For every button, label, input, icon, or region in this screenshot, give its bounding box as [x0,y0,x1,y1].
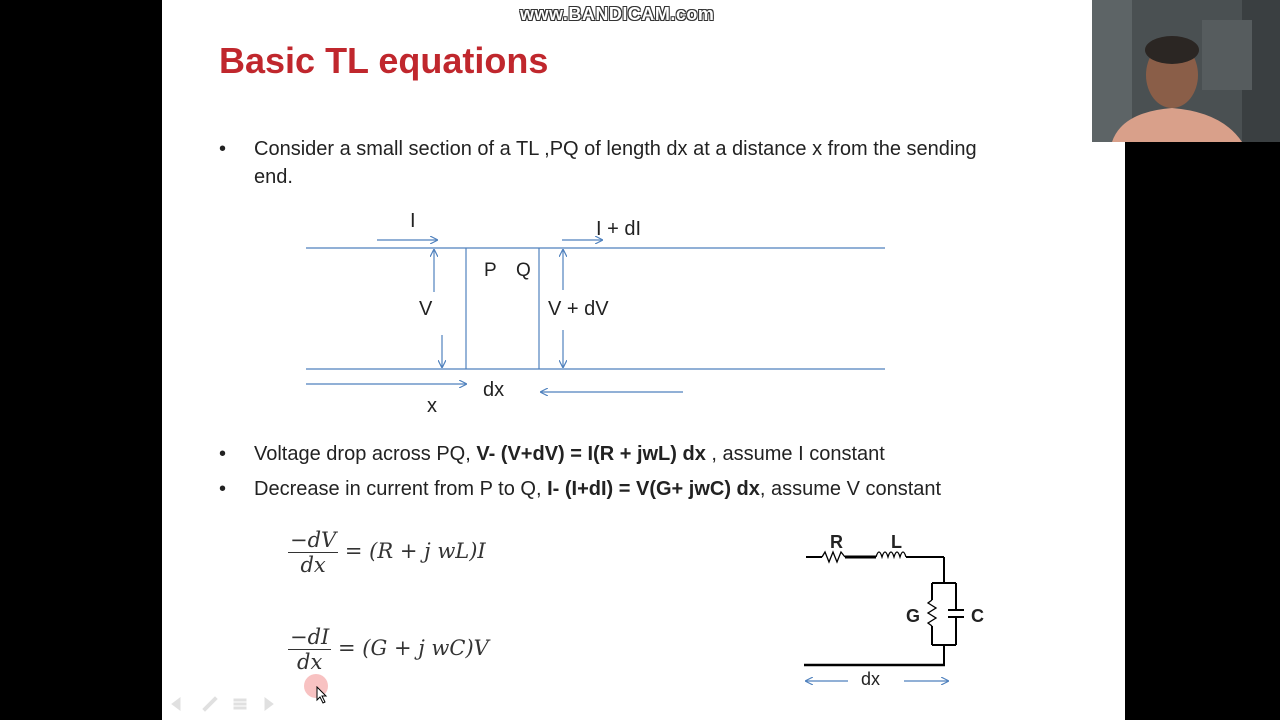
bullet-dot: • [219,478,227,500]
bullet-dot: • [219,443,227,465]
circuit-label-l: L [891,532,902,552]
label-i-plus-di: I + dI [596,218,642,240]
eq1-denominator: dx [300,553,326,577]
label-v-plus-dv: V + dV [548,298,609,320]
inductor-l-symbol [876,552,906,557]
slideshow-nav[interactable] [170,694,290,714]
mouse-pointer-icon [316,686,328,704]
circuit-label-g: G [906,606,921,626]
bullet-dot: • [219,138,227,160]
bullet-prefix: Voltage drop across PQ, [254,443,477,465]
circuit-label-r: R [830,532,843,552]
bullet-text-line2: end. [254,166,293,188]
webcam-overlay [1092,0,1280,142]
eq1-numerator: −dV [290,528,337,552]
conductance-g-symbol [928,600,936,626]
equation-di-dx [288,625,489,674]
eq2-numerator: −dI [290,625,330,649]
eq2-denominator: dx [297,650,323,674]
rlgc-circuit [804,552,964,681]
pen-icon [203,697,217,711]
arrow-left-icon [172,698,180,710]
label-v: V [419,298,433,320]
eq2-rhs: = (G + j wC)V [338,636,489,660]
label-i: I [410,210,416,232]
bullet-suffix: , assume I constant [705,443,885,465]
arrow-right-icon [265,698,273,710]
label-q: Q [516,260,531,281]
bullet-suffix: , assume V constant [759,478,942,500]
bandicam-watermark: www.BANDICAM.com [520,4,715,24]
label-dx: dx [483,379,505,401]
equation-dv-dx [288,528,486,577]
menu-icon [234,699,246,701]
current-decrease-equation: I- (I+dI) = V(G+ jwC) dx [547,478,760,500]
circuit-label-c: C [971,606,984,626]
presenter-video [1092,0,1280,142]
presentation-slide [162,0,1125,720]
voltage-drop-equation: V- (V+dV) = I(R + jwL) dx [476,443,706,465]
label-x: x [427,395,437,417]
circuit-label-dx: dx [861,669,881,689]
eq1-rhs: = (R + j wL)I [344,539,486,563]
label-p: P [484,260,497,281]
slide-title: Basic TL equations [219,40,549,81]
tl-section-diagram [162,0,1125,720]
resistor-r-symbol [822,552,845,562]
bullet-text-line1: Consider a small section of a TL ,PQ of length dx at a distance x from the sending [254,138,977,160]
bullet-prefix: Decrease in current from P to Q, [254,478,548,500]
